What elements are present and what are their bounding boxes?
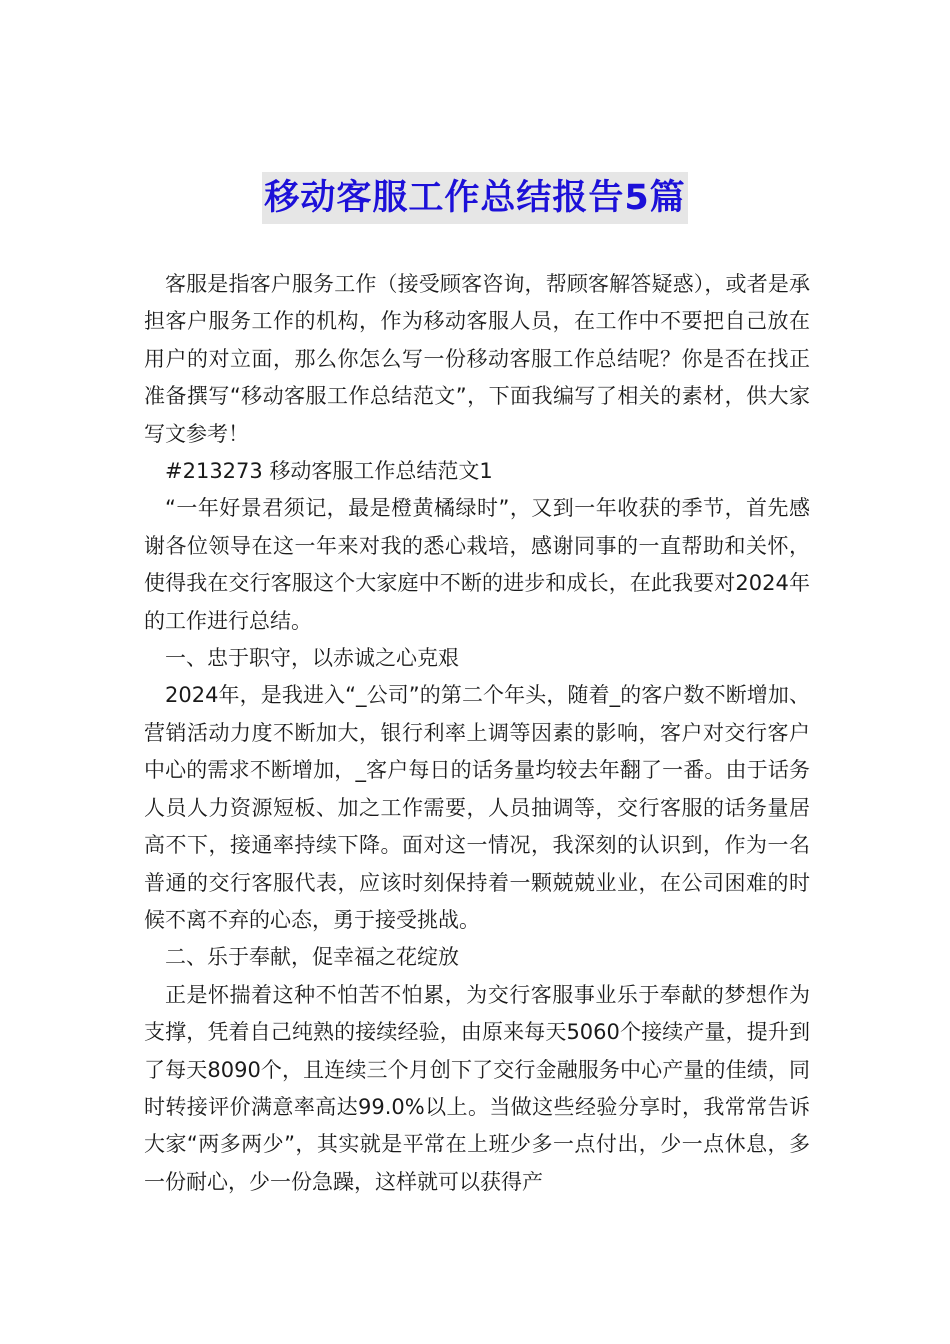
document-title: 移动客服工作总结报告5篇 <box>262 172 687 224</box>
body-paragraph: “一年好景君须记，最是橙黄橘绿时”，又到一年收获的季节，首先感谢各位领导在这一年来对我的悉心栽培，感谢同事的一直帮助和关怀，使得我在交行客服这个大家庭中不断的进步和成长，在此我要对2024年的工作进行总结。 <box>144 496 810 633</box>
intro-paragraph: 客服是指客户服务工作（接受顾客咨询，帮顾客解答疑惑），或者是承担客户服务工作的机构，作为移动客服人员，在工作中不要把自己放在用户的对立面，那么你怎么写一份移动客服工作总结呢？你是否在找正准备撰写“移动客服工作总结范文”，下面我编写了相关的素材，供大家写文参考！ <box>144 272 810 446</box>
document-body <box>144 266 810 1201</box>
body-paragraph: 2024年，是我进入“_公司”的第二个年头，随着_的客户数不断增加、营销活动力度不断加大，银行利率上调等因素的影响，客户对交行客户中心的需求不断增加，_客户每日的话务量均较去年翻了一番。由于话务人员人力资源短板、加之工作需要，人员抽调等，交行客服的话务量居高不下，接通率持续下降。面对这一情况，我深刻的认识到，作为一名普通的交行客服代表，应该时刻保持着一颗兢兢业业，在公司困难的时候不离不弃的心态，勇于接受挑战。 <box>144 683 810 932</box>
body-paragraph: 正是怀揣着这种不怕苦不怕累，为交行客服事业乐于奉献的梦想作为支撑，凭着自己纯熟的接续经验，由原来每天5060个接续产量，提升到了每天8090个，且连续三个月创下了交行金融服务中心产量的佳绩，同时转接评价满意率高达99.0%以上。当做这些经验分享时，我常常告诉大家“两多两少”，其实就是平常在上班少多一点付出，少一点休息，多一份耐心，少一份急躁，这样就可以获得产 <box>144 982 810 1194</box>
section-heading-sample-1: #213273 移动客服工作总结范文1 <box>165 459 493 484</box>
title-wrap <box>0 172 950 224</box>
section-heading-1: 一、忠于职守，以赤诚之心克艰 <box>165 646 459 671</box>
section-heading-2: 二、乐于奉献，促幸福之花绽放 <box>165 945 459 970</box>
